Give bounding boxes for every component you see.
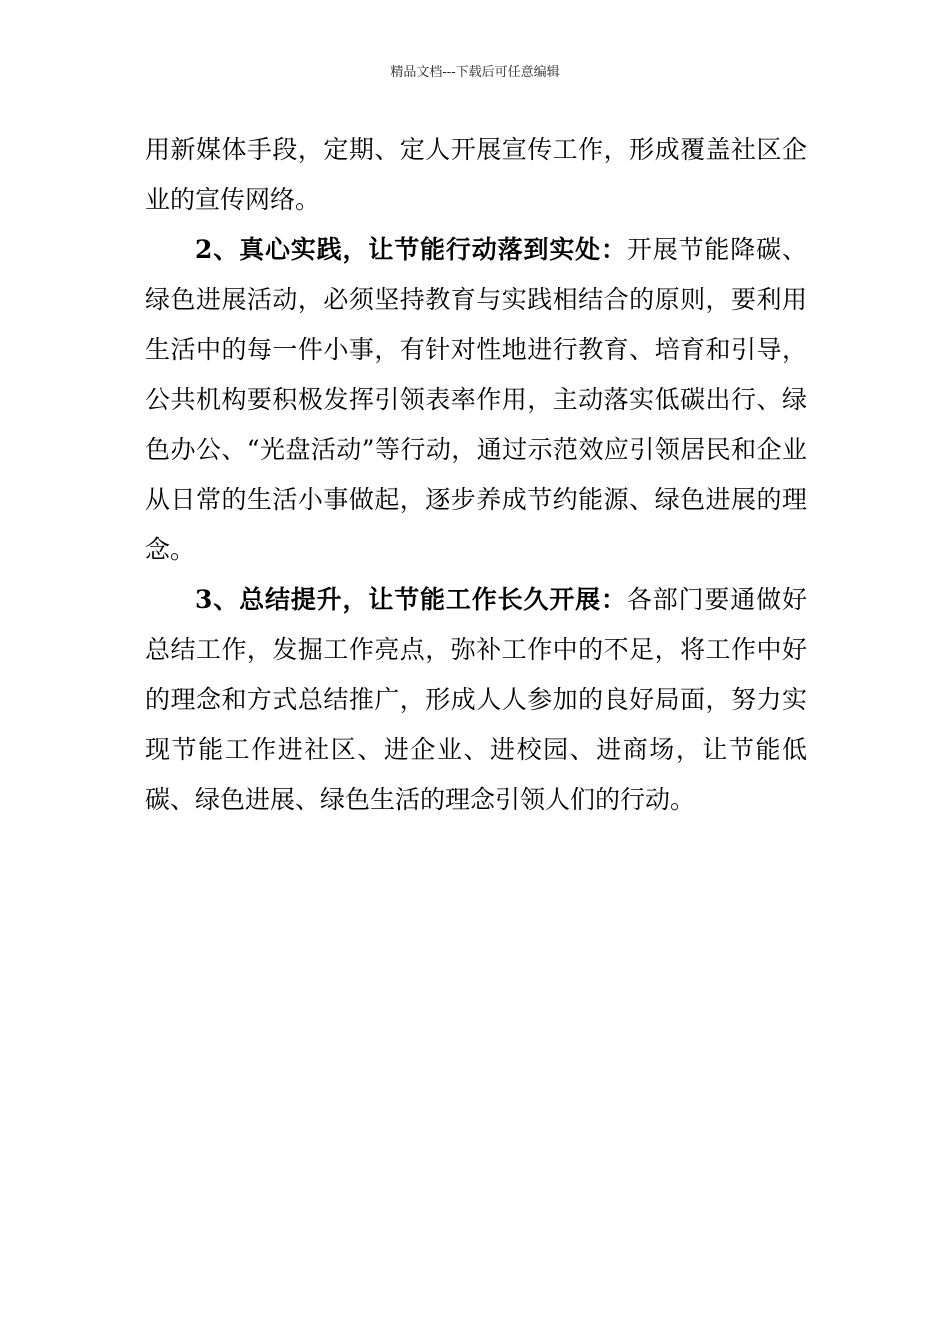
paragraph-text: 开展节能降碳、绿色进展活动，必须坚持教育与实践相结合的原则，要利用生活中的每一件小事，有针对性地进行教育、培育和引导，公共机构要积极发挥引领表率作用，主动落实低碳出行、绿色办公、“光盘活动”等行动，通过示范效应引领居民和企业从日常的生活小事做起，逐步养成节约能源、绿色进展的理念。 <box>145 235 807 564</box>
paragraph-continuation <box>145 125 807 225</box>
paragraph-text: 用新媒体手段，定期、定人开展宣传工作，形成覆盖社区企业的宣传网络。 <box>145 135 807 214</box>
document-body <box>145 125 807 825</box>
paragraph-lead: 2、真心实践，让节能行动落到实处： <box>195 235 627 264</box>
paragraph-item-2 <box>145 225 807 575</box>
page-header: 精品文档---下载后可任意编辑 <box>390 65 560 80</box>
paragraph-item-3 <box>145 575 807 825</box>
paragraph-text: 各部门要通做好总结工作，发掘工作亮点，弥补工作中的不足，将工作中好的理念和方式总结推广，形成人人参加的良好局面，努力实现节能工作进社区、进企业、进校园、进商场，让节能低碳、绿色进展、绿色生活的理念引领人们的行动。 <box>145 585 807 814</box>
paragraph-lead: 3、总结提升，让节能工作长久开展： <box>195 585 627 614</box>
